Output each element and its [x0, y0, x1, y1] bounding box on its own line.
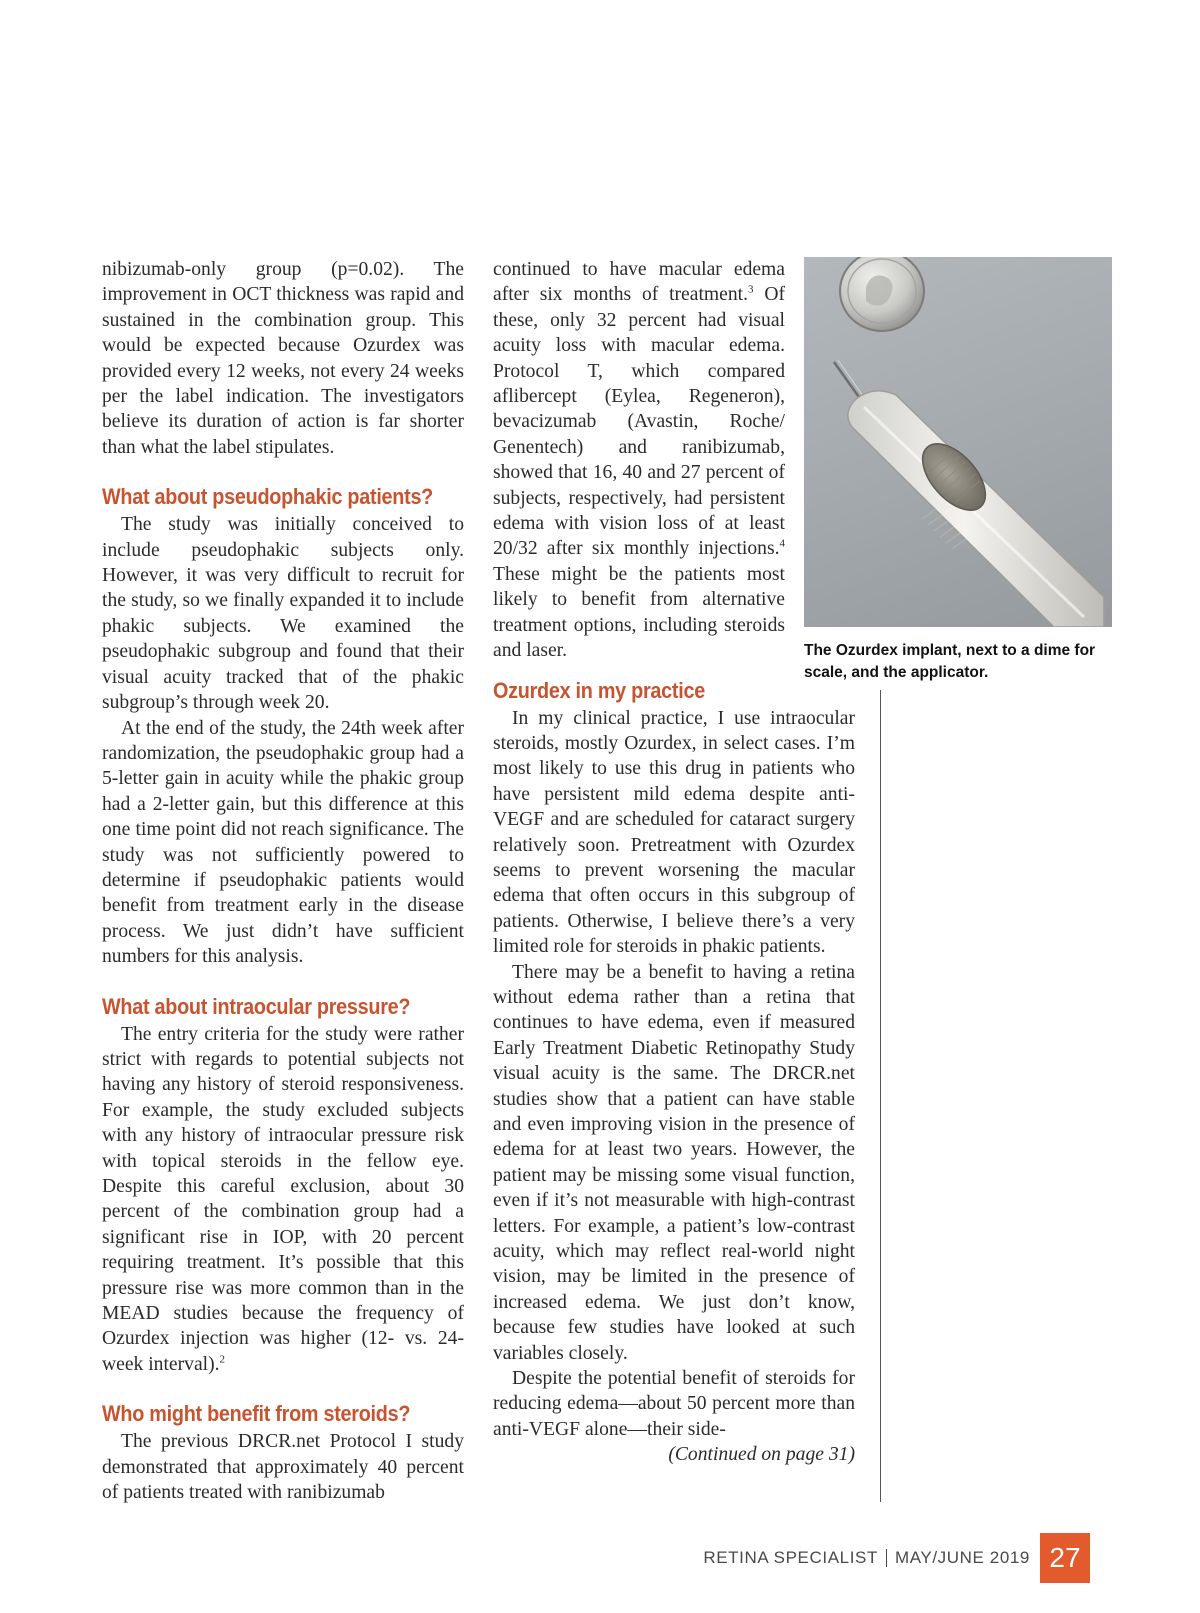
figure-caption: The Ozurdex implant, next to a dime for scale, and the applicator. — [804, 642, 1096, 681]
paragraph: There may be a benefit to having a retina without edema rather than a retina that continues to have edema, even if measured Early Treatment Diabetic Retinopathy Study visual acuity is the same. The DRCR.net studies show that a patient can have stable and even improving vision in the presence of edema for at least two years. However, the patient may be missing some visual function, even if it’s not measurable with high-contrast letters. For example, a patient’s low-contrast acuity, which may reflect real-world night vision, may be limited in the presence of increased edema. We just don’t know, because few studies have looked at such variables closely. — [493, 961, 855, 1364]
paragraph: Despite the potential benefit of steroids for reducing edema—about 50 percent more than anti-VEGF alone—their side- — [493, 1368, 855, 1440]
paragraph — [102, 1022, 464, 1378]
paragraph: nibizumab-only group (p=0.02). The improvement in OCT thickness was rapid and sustained in the combination group. This would be expected because Ozurdex was provided every 12 weeks, not every 24 weeks per the label indication. The investigators believe its duration of action is far shorter than what the label stipulates. — [102, 259, 464, 458]
ozurdex-illustration — [804, 257, 1112, 627]
paragraph: The study was initially conceived to include pseudophakic subjects only. However, it was very difficult to recruit for the study, so we finally expanded it to include phakic subjects. We examined the pseudophakic subgroup and found that their visual acuity tracked that of the phakic subgroup’s through week 20. — [102, 514, 464, 714]
paragraph-text: Of these, only 32 percent had visual acuity loss with macular edema. Protocol T, which compared aflibercept (Eylea, Regeneron), bevacizumab (Avastin, Roche/ Genentech) and ranibizumab, showed that 16, 40 and 27 percent of subjects, respectively, had persistent edema with vision loss of at least 20/32 after six monthly injections. — [493, 284, 785, 560]
reference-marker: 4 — [779, 537, 785, 550]
footer-divider — [886, 1549, 887, 1567]
reference-marker: 3 — [747, 283, 754, 296]
page-footer — [703, 1531, 1090, 1585]
paragraph-text: These might be the patients most likely to benefit from alternative treatment options, including steroids and laser. — [493, 563, 785, 662]
paragraph: The previous DRCR.net Protocol I study demonstrated that approximately 40 percent of patients treated with ranibizumab — [102, 1431, 464, 1504]
continued-notice: (Continued on page 31) — [668, 1444, 855, 1466]
page-number: 27 — [1040, 1533, 1090, 1583]
issue-date: MAY/JUNE 2019 — [894, 1548, 1030, 1567]
section-heading-ozurdex-practice: Ozurdex in my practice — [493, 677, 705, 703]
section-heading-intraocular-pressure: What about intraocular pressure? — [102, 993, 411, 1019]
paragraph — [493, 257, 785, 664]
article-column-left — [102, 257, 464, 1505]
column-divider — [880, 690, 881, 1502]
reference-marker: 2 — [219, 1353, 226, 1366]
publication-name: RETINA SPECIALIST — [703, 1548, 878, 1567]
paragraph-text: continued to have macular edema after six months of treatment. — [493, 259, 785, 306]
paragraph-text: The entry criteria for the study were rather strict with regards to potential subjects not having any history of steroid responsiveness. For example, the study excluded subjects with any history of intraocular pressure risk with topical steroids in the fellow eye. Despite this careful exclusion, about 30 percent of the combination group had a significant rise in IOP, with 20 percent requiring treatment. It’s possible that this pressure rise was more common than in the MEAD studies because the frequency of Ozurdex injection was higher (12- vs. 24-week interval). — [102, 1023, 464, 1375]
ozurdex-photo — [804, 257, 1112, 627]
section-heading-pseudophakic: What about pseudophakic patients? — [102, 484, 434, 510]
paragraph: At the end of the study, the 24th week after randomization, the pseudophakic group had a 5-letter gain in acuity while the phakic group had a 2-letter gain, but this difference at this one time point did not reach significance. The study was not sufficiently powered to determine if pseudophakic patients would benefit from treatment early in the disease process. We just didn’t have sufficient numbers for this analysis. — [102, 717, 464, 968]
paragraph: In my clinical practice, I use intraocular steroids, mostly Ozurdex, in select cases. I’m most likely to use this drug in patients who have persistent mild edema despite anti-VEGF and are scheduled for cataract surgery relatively soon. Pretreatment with Ozurdex seems to prevent worsening the macular edema that often occurs in this subgroup of patients. Otherwise, I believe there’s a very limited role for steroids in phakic patients. — [493, 707, 855, 958]
article-column-right — [493, 257, 855, 1468]
section-heading-steroids: Who might benefit from steroids? — [102, 1401, 411, 1427]
